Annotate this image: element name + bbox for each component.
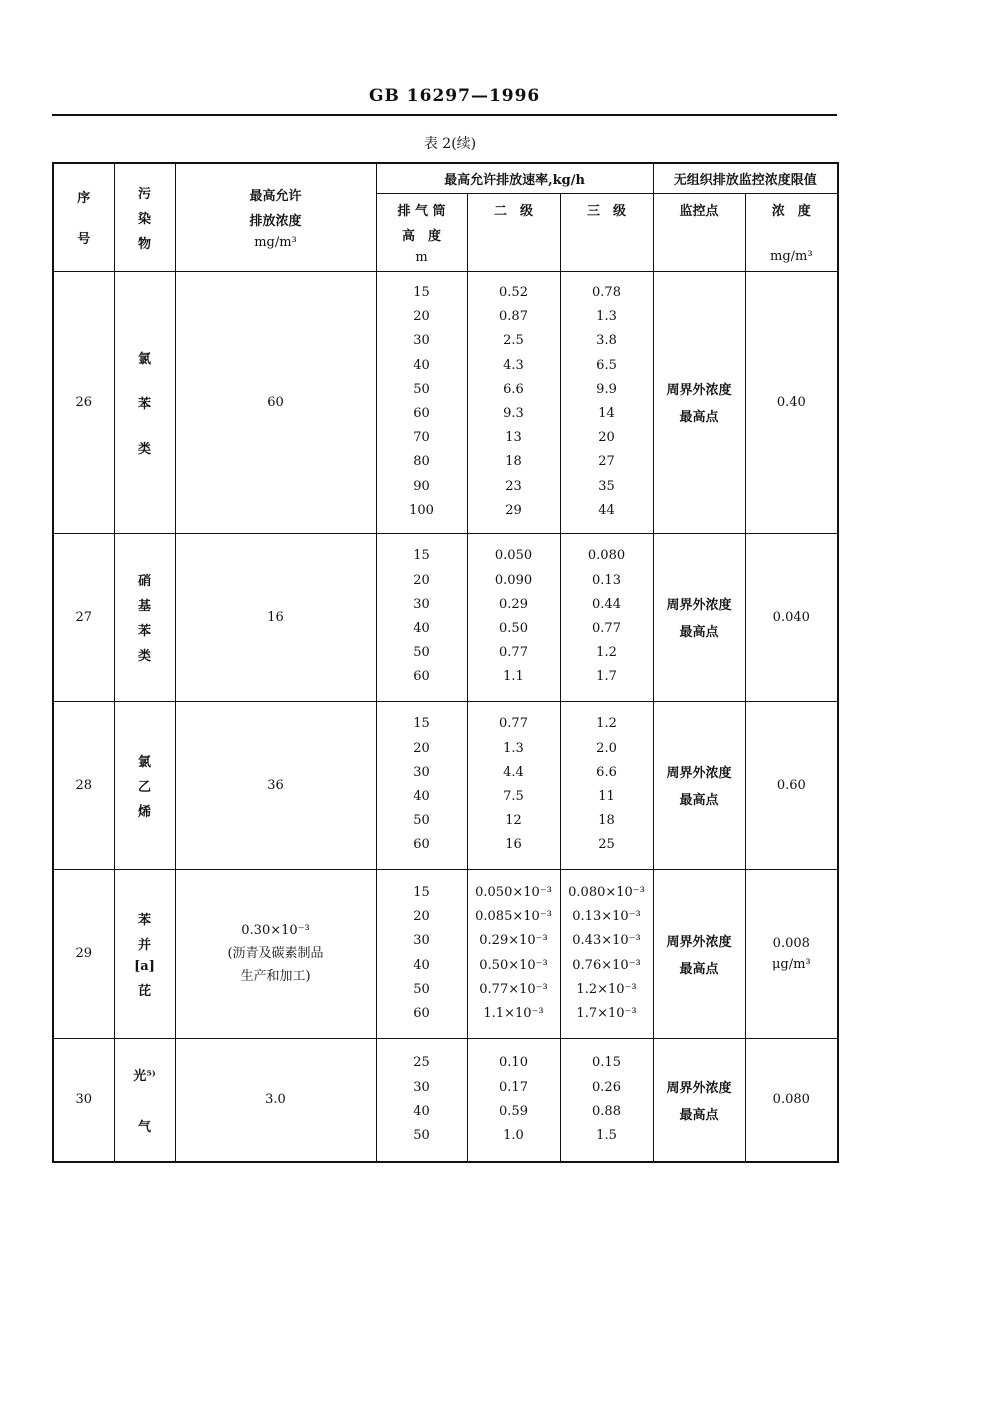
- conc-limit-cell: 0.40: [745, 271, 838, 533]
- pollutant-header: 污 染 物: [114, 163, 175, 271]
- pollutant-cell: 光⁵⁾ 气: [114, 1038, 175, 1162]
- monitor-point-cell: 周界外浓度 最高点: [653, 701, 745, 869]
- seq-header: 序 号: [53, 163, 114, 271]
- level3-rate-cell: 0.15 0.26 0.88 1.5: [560, 1038, 653, 1162]
- seq-cell: 26: [53, 271, 114, 533]
- pollutant-cell: 氯 苯 类: [114, 271, 175, 533]
- conc-limit-cell: 0.60: [745, 701, 838, 869]
- monitor-point-cell: 周界外浓度 最高点: [653, 271, 745, 533]
- stack-height-cell: 15 20 30 40 50 60: [376, 869, 467, 1038]
- stack-height-cell: 15 20 30 40 50 60 70 80 90 100: [376, 271, 467, 533]
- seq-cell: 28: [53, 701, 114, 869]
- conc-limit-header: 浓 度 mg/m³: [745, 193, 838, 271]
- level2-rate-cell: 0.050 0.090 0.29 0.50 0.77 1.1: [467, 533, 560, 701]
- table-row: [53, 533, 838, 701]
- pollutant-cell: 苯 并 [a] 芘: [114, 869, 175, 1038]
- table-row: [53, 1038, 838, 1162]
- rate-group-header: 最高允许排放速率,kg/h: [376, 163, 653, 193]
- stack-height-cell: 15 20 30 40 50 60: [376, 701, 467, 869]
- max-conc-header: 最高允许 排放浓度 mg/m³: [175, 163, 376, 271]
- stack-height-header: 排 气 筒 高 度 m: [376, 193, 467, 271]
- max-conc-cell: 16: [175, 533, 376, 701]
- seq-cell: 27: [53, 533, 114, 701]
- conc-limit-cell: 0.008 μg/m³: [745, 869, 838, 1038]
- monitor-point-header: 监控点: [653, 193, 745, 271]
- table-row: [53, 701, 838, 869]
- max-conc-cell: 3.0: [175, 1038, 376, 1162]
- table-body: [53, 271, 838, 1162]
- level3-rate-cell: 0.78 1.3 3.8 6.5 9.9 14 20 27 35 44: [560, 271, 653, 533]
- level2-rate-cell: 0.77 1.3 4.4 7.5 12 16: [467, 701, 560, 869]
- table-caption: 表 2(续): [423, 136, 477, 152]
- max-conc-cell: 0.30×10⁻³ (沥青及碳素制品 生产和加工): [175, 869, 376, 1038]
- table-row: [53, 869, 838, 1038]
- document-header: GB 16297—1996: [369, 86, 541, 106]
- level3-header: 三 级: [560, 193, 653, 271]
- seq-cell: 30: [53, 1038, 114, 1162]
- level2-header: 二 级: [467, 193, 560, 271]
- max-conc-cell: 60: [175, 271, 376, 533]
- monitor-point-cell: 周界外浓度 最高点: [653, 533, 745, 701]
- level2-rate-cell: 0.52 0.87 2.5 4.3 6.6 9.3 13 18 23 29: [467, 271, 560, 533]
- seq-cell: 29: [53, 869, 114, 1038]
- max-conc-cell: 36: [175, 701, 376, 869]
- pollutant-cell: 氯 乙 烯: [114, 701, 175, 869]
- level2-rate-cell: 0.10 0.17 0.59 1.0: [467, 1038, 560, 1162]
- level3-rate-cell: 0.080×10⁻³ 0.13×10⁻³ 0.43×10⁻³ 0.76×10⁻³ 1.2×10⁻³ 1.7×10⁻³: [560, 869, 653, 1038]
- fugitive-group-header: 无组织排放监控浓度限值: [653, 163, 838, 193]
- conc-limit-cell: 0.040: [745, 533, 838, 701]
- level3-rate-cell: 0.080 0.13 0.44 0.77 1.2 1.7: [560, 533, 653, 701]
- level3-rate-cell: 1.2 2.0 6.6 11 18 25: [560, 701, 653, 869]
- stack-height-cell: 15 20 30 40 50 60: [376, 533, 467, 701]
- table-row: [53, 271, 838, 533]
- monitor-point-cell: 周界外浓度 最高点: [653, 1038, 745, 1162]
- conc-limit-cell: 0.080: [745, 1038, 838, 1162]
- emission-limits-table: [52, 162, 839, 1163]
- level2-rate-cell: 0.050×10⁻³ 0.085×10⁻³ 0.29×10⁻³ 0.50×10⁻³ 0.77×10⁻³ 1.1×10⁻³: [467, 869, 560, 1038]
- stack-height-cell: 25 30 40 50: [376, 1038, 467, 1162]
- header-rule: [52, 114, 837, 116]
- monitor-point-cell: 周界外浓度 最高点: [653, 869, 745, 1038]
- pollutant-cell: 硝 基 苯 类: [114, 533, 175, 701]
